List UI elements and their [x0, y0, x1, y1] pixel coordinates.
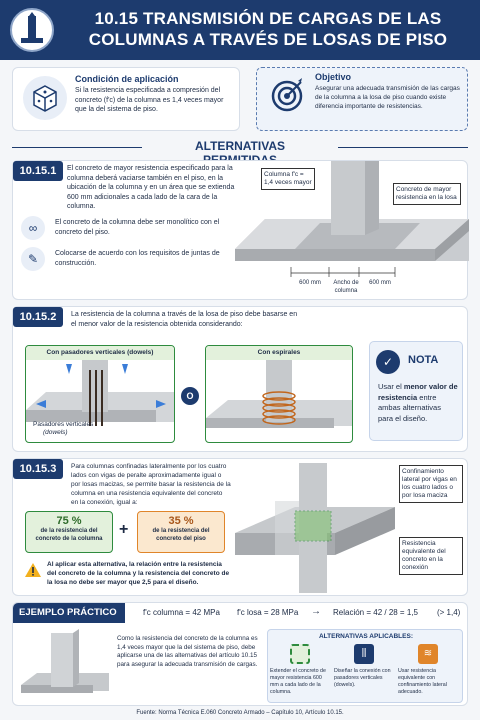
- clipboard-icon: ✓: [376, 350, 400, 374]
- percent-35-card: 35 % de la resistencia del concreto del piso: [137, 511, 225, 553]
- label-columna: Columna f'c = 1,4 veces mayor: [261, 168, 315, 190]
- page-title: 10.15 TRANSMISIÓN DE CARGAS DE LAS COLUMNAS A TRAVÉS DE LOSAS DE PISO: [88, 9, 448, 49]
- arrow-icon: →: [311, 606, 321, 617]
- condicion-title: Condición de aplicación: [75, 74, 179, 84]
- header: [0, 0, 480, 60]
- alt-title: ALTERNATIVAS APLICABLES:: [318, 633, 413, 640]
- dice-icon: [23, 76, 67, 120]
- link-icon: ∞: [21, 216, 45, 240]
- ejemplo-section: [12, 602, 468, 706]
- section-10-15-3: [12, 458, 468, 596]
- alternativas-aplicables-card: [267, 629, 463, 703]
- ejemplo-text: Como la resistencia del concreto de la columna es 1,4 veces mayor que la del sistema de piso, debe aplicarse una de las alternativas del artículo 10.15 para asegurar la adecuada transmisión de cargas.: [117, 635, 258, 668]
- pasadores-label: Pasadores verticales: [33, 421, 94, 428]
- objetivo-card: [256, 67, 468, 131]
- percent-75-card: 75 % de la resistencia del concreto de la columna: [25, 511, 113, 553]
- label-concreto: Concreto de mayor resistencia en la losa: [393, 183, 461, 205]
- ejemplo-title: EJEMPLO PRÁCTICO: [13, 603, 125, 623]
- spirals-panel: Con espirales: [205, 345, 353, 443]
- s3-text: Para columnas confinadas lateralmente por los cuatro lados con vigas de peralte aproximadamente igual o por losas macizas, se permite basar la resistencia de la columna en una resistencia equivalente del concreto en la conexión, igual a:: [71, 463, 231, 506]
- extend-icon: [290, 644, 310, 664]
- footer-source: Fuente: Norma Técnica E.060 Concreto Armado – Capítulo 10, Artículo 10.15.: [136, 710, 344, 716]
- dim-center: Ancho de columna: [333, 280, 359, 294]
- dowels-panel: Con pasadores verticales (dowels): [25, 345, 175, 443]
- pasadores-sub: (dowels): [43, 429, 68, 436]
- alt2: Diseñar la conexión con pasadores verticales (dowels).: [334, 668, 391, 688]
- spiral-icon: ≋: [418, 644, 438, 664]
- dowels-icon: ⫼: [354, 644, 374, 664]
- or-circle: O: [181, 387, 199, 405]
- fc-columna: f'c columna = 42 MPa: [143, 608, 220, 617]
- s1-item1: El concreto de la columna debe ser monolítico con el concreto del piso.: [55, 219, 220, 236]
- fc-losa: f'c losa = 28 MPa: [237, 608, 299, 617]
- warning-icon: [25, 563, 41, 577]
- nota-text: Usar el menor valor de resistencia entre ambas alternativas para el diseño.: [378, 382, 458, 423]
- condicion-text: Si la resistencia especificada a compresión del concreto (f'c) de la columna es 1,4 veces mayor que la del sistema de piso.: [75, 87, 224, 113]
- column-logo-icon: [10, 8, 54, 52]
- nota-title: NOTA: [408, 354, 439, 366]
- s1-text: El concreto de mayor resistencia especificado para la columna deberá vaciarse también en el piso, en la ubicación de la columna y en un área que se extienda 600 mm adicionales a cada lado de la cara de la columna.: [67, 165, 235, 210]
- trowel-icon: ✎: [21, 247, 45, 271]
- s1-item2: Colocarse de acuerdo con los requisitos de juntas de construcción.: [55, 250, 220, 267]
- alt1: Extender el concreto de mayor resistencia 600 mm a cada lado de la columna.: [270, 668, 326, 695]
- condicion-card: [12, 67, 240, 131]
- nota-card: [369, 341, 463, 441]
- relacion-cond: (> 1,4): [437, 608, 461, 617]
- alternativas-heading: ALTERNATIVAS: [12, 137, 468, 159]
- badge-10-15-3: 10.15.3: [13, 459, 63, 479]
- dim-left: 600 mm: [299, 280, 321, 286]
- relacion: Relación = 42 / 28 = 1,5: [333, 608, 418, 617]
- objetivo-title: Objetivo: [315, 72, 352, 82]
- s3-warning: Al aplicar esta alternativa, la relación entre la resistencia del concreto de la columna y la resistencia del concreto de la losa no debe ser mayor que 2,5 para el diseño.: [47, 561, 230, 586]
- label-confinamiento: Confinamiento lateral por vigas en los cuatro lados o por losa maciza: [399, 465, 463, 503]
- label-equivalente: Resistencia equivalente del concreto en la conexión: [399, 537, 463, 575]
- section-10-15-2: [12, 306, 468, 452]
- badge-10-15-1: 10.15.1: [13, 161, 63, 181]
- objetivo-text: Asegurar una adecuada transmisión de las cargas de la columna a la losa de piso cuando existe diferencia importante de resistencias.: [315, 85, 460, 110]
- badge-10-15-2: 10.15.2: [13, 307, 63, 327]
- section-10-15-1: [12, 160, 468, 300]
- s2-text: La resistencia de la columna a través de la losa de piso debe basarse en el menor valor de la resistencia obtenida considerando:: [71, 311, 298, 328]
- plus-sign: +: [119, 521, 129, 538]
- target-icon: [271, 78, 305, 112]
- beam-joint-illustration: [235, 463, 395, 593]
- dim-right: 600 mm: [369, 280, 391, 286]
- alt3: Usar resistencia equivalente con confinamiento lateral adecuado.: [398, 668, 447, 695]
- column-block-illustration: [21, 629, 109, 701]
